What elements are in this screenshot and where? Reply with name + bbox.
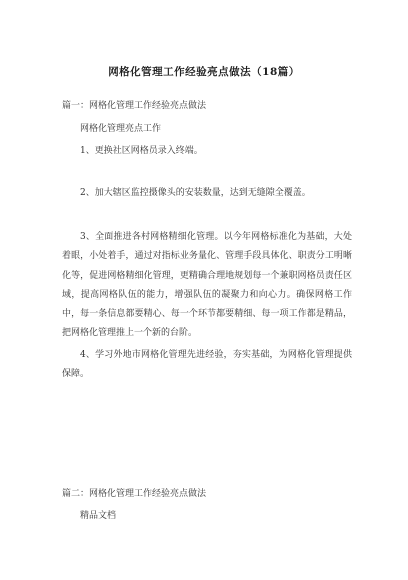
section2-heading: 篇二：网格化管理工作经验亮点做法 <box>62 489 207 499</box>
section1-subheading: 网格化管理亮点工作 <box>80 124 162 134</box>
section1-item-1: 1、更换社区网格员录入终端。 <box>80 146 203 156</box>
section1-heading: 篇一：网格化管理工作经验亮点做法 <box>62 101 207 111</box>
document-title: 网格化管理工作经验亮点做法（18篇） <box>108 66 300 78</box>
section1-item-2: 2、加大辖区监控摄像头的安装数量，达到无缝隙全覆盖。 <box>80 188 311 198</box>
section1-item-4: 4、学习外地市网格化管理先进经验，夯实基础，为网格化管理提供保障。 <box>62 350 352 380</box>
section2-subheading: 精品文档 <box>80 511 117 521</box>
section1-item-3: 3、全面推进各村网格精细化管理。以今年网格标准化为基础，大处着眼，小处着手，通过对指标业务量化、管理手段具体化、职责分工明晰化等，促进网格精细化管理，更精确合理地规划每一个兼职网格员责任区域，提高网格队伍的能力，增强队伍的凝聚力和向心力。确保网格工作中，每一条信息都要精心、每一个环节都要精细、每一项工作都是精品，把网格化管理推上一个新的台阶。 <box>62 232 352 339</box>
